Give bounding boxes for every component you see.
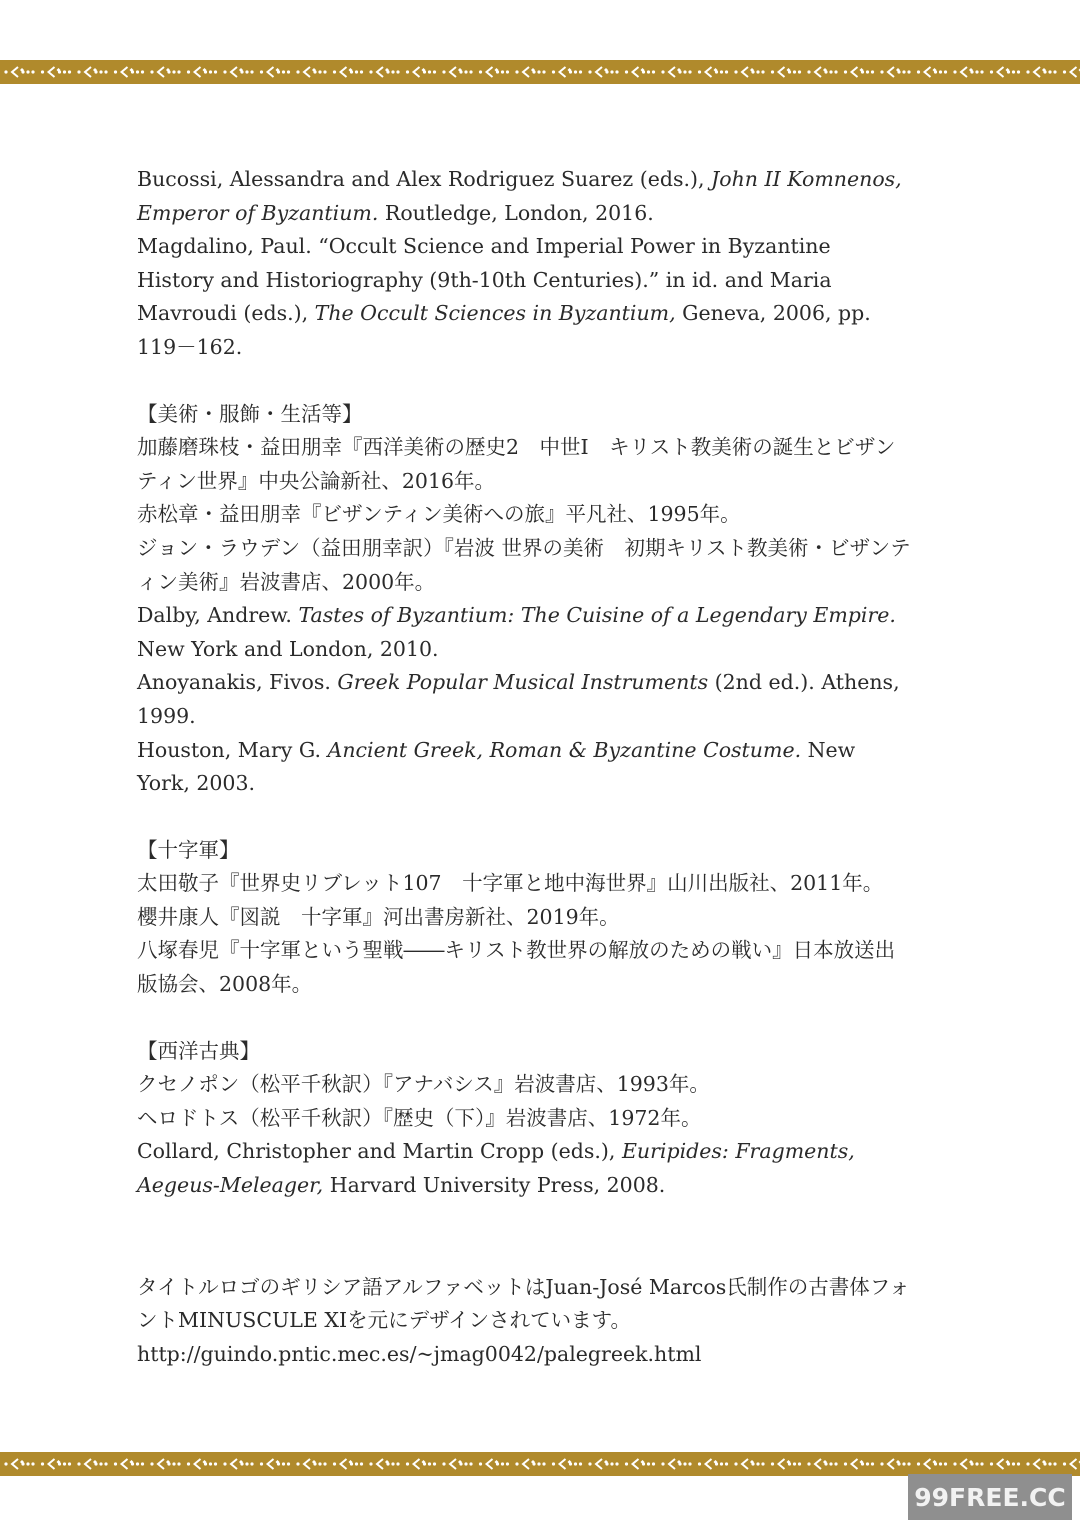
section-heading: 【美術・服飾・生活等】 bbox=[137, 401, 363, 426]
ornament-motif bbox=[734, 1459, 764, 1469]
reference-entry: Houston, Mary G. Ancient Greek, Roman & Byzantine Costume. New York, 2003. bbox=[137, 737, 856, 796]
ornament-motif bbox=[917, 67, 947, 77]
font-credit-text: タイトルロゴのギリシア語アルファベットはJuan-José Marcos氏制作の古書体フォントMINUSCULE XIを元にデザインされています。 bbox=[137, 1274, 910, 1333]
ornament-motif bbox=[150, 1459, 180, 1469]
ornament-motif bbox=[223, 1459, 253, 1469]
ornament-motif bbox=[661, 67, 691, 77]
ornament-motif bbox=[187, 67, 217, 77]
watermark: 99FREE.CC bbox=[908, 1474, 1072, 1520]
ornament-motif bbox=[260, 1459, 290, 1469]
ornament-motif bbox=[1063, 1459, 1080, 1469]
ornament-motif bbox=[187, 1459, 217, 1469]
ornament-motif bbox=[880, 1459, 910, 1469]
ornament-motif bbox=[296, 1459, 326, 1469]
western-references bbox=[137, 163, 912, 365]
ornament-motif bbox=[41, 1459, 71, 1469]
section-heading: 【西洋古典】 bbox=[137, 1038, 260, 1063]
ornament-motif bbox=[77, 67, 107, 77]
ornament-motif bbox=[990, 67, 1020, 77]
ornament-motif bbox=[990, 1459, 1020, 1469]
reference-entry: 太田敬子『世界史リブレット107 十字軍と地中海世界』山川出版社、2011年。 bbox=[137, 871, 884, 896]
ornament-motif bbox=[698, 67, 728, 77]
ornament-motif bbox=[1026, 1459, 1056, 1469]
ornament-motif bbox=[223, 67, 253, 77]
ornament-motif bbox=[807, 1459, 837, 1469]
ornament-motif bbox=[114, 67, 144, 77]
ornament-motif bbox=[625, 67, 655, 77]
ornament-motif bbox=[77, 1459, 107, 1469]
decorative-border-bottom bbox=[0, 1452, 1080, 1476]
section-art bbox=[137, 398, 912, 801]
ornament-motif bbox=[406, 67, 436, 77]
ornament-motif bbox=[734, 67, 764, 77]
reference-entry: ジョン・ラウデン（益田朋幸訳）『岩波 世界の美術 初期キリスト教美術・ビザンティン美術』岩波書店、2000年。 bbox=[137, 535, 911, 594]
ornament-motif bbox=[41, 67, 71, 77]
ornament-motif bbox=[588, 1459, 618, 1469]
ornament-motif bbox=[260, 67, 290, 77]
ornament-motif bbox=[369, 67, 399, 77]
ornament-motif bbox=[479, 67, 509, 77]
reference-entry: ヘロドトス（松平千秋訳）『歴史（下）』岩波書店、1972年。 bbox=[137, 1105, 702, 1130]
ornament-motif bbox=[442, 67, 472, 77]
ornament-pattern bbox=[0, 60, 1080, 84]
ornament-motif bbox=[588, 67, 618, 77]
ornament-motif bbox=[917, 1459, 947, 1469]
ornament-motif bbox=[4, 1459, 34, 1469]
ornament-motif bbox=[442, 1459, 472, 1469]
font-credit-url: http://guindo.pntic.mec.es/~jmag0042/palegreek.html bbox=[137, 1341, 702, 1366]
ornament-motif bbox=[114, 1459, 144, 1469]
ornament-motif bbox=[698, 1459, 728, 1469]
ornament-motif bbox=[296, 67, 326, 77]
reference-entry: 赤松章・益田朋幸『ビザンティン美術への旅』平凡社、1995年。 bbox=[137, 502, 741, 527]
section-crusade bbox=[137, 834, 912, 1002]
reference-entry: Bucossi, Alessandra and Alex Rodriguez Suarez (eds.), John II Komnenos, Emperor of Byzantium. Routledge, London, 2016. bbox=[137, 167, 902, 225]
reference-entry: 櫻井康人『図説 十字軍』河出書房新社、2019年。 bbox=[137, 904, 620, 929]
reference-entry: 八塚春児『十字軍という聖戦――キリスト教世界の解放のための戦い』日本放送出版協会、2008年。 bbox=[137, 938, 896, 997]
reference-entry: Magdalino, Paul. “Occult Science and Imperial Power in Byzantine History and Historiography (9th-10th Centuries).” in id. and Maria Mavroudi (eds.), The Occult Sciences in Byzantium, Geneva, 2006, pp. 119－162. bbox=[137, 234, 871, 359]
ornament-motif bbox=[4, 67, 34, 77]
ornament-motif bbox=[333, 1459, 363, 1469]
ornament-motif bbox=[880, 67, 910, 77]
decorative-border-top bbox=[0, 60, 1080, 84]
reference-entry: Collard, Christopher and Martin Cropp (eds.), Euripides: Fragments, Aegeus-Meleager, Harvard University Press, 2008. bbox=[137, 1139, 855, 1198]
ornament-motif bbox=[661, 1459, 691, 1469]
ornament-motif bbox=[625, 1459, 655, 1469]
ornament-motif bbox=[844, 1459, 874, 1469]
ornament-motif bbox=[807, 67, 837, 77]
ornament-motif bbox=[479, 1459, 509, 1469]
ornament-motif bbox=[771, 67, 801, 77]
section-heading: 【十字軍】 bbox=[137, 837, 240, 862]
ornament-motif bbox=[552, 67, 582, 77]
ornament-motif bbox=[1026, 67, 1056, 77]
ornament-motif bbox=[333, 67, 363, 77]
ornament-motif bbox=[844, 67, 874, 77]
reference-entry: Dalby, Andrew. Tastes of Byzantium: The Cuisine of a Legendary Empire. New York and London, 2010. bbox=[137, 603, 896, 661]
ornament-motif bbox=[552, 1459, 582, 1469]
ornament-motif bbox=[369, 1459, 399, 1469]
ornament-motif bbox=[771, 1459, 801, 1469]
ornament-motif bbox=[953, 1459, 983, 1469]
ornament-motif bbox=[953, 67, 983, 77]
reference-entry: Anoyanakis, Fivos. Greek Popular Musical Instruments (2nd ed.). Athens, 1999. bbox=[137, 670, 900, 728]
reference-entry: クセノポン（松平千秋訳）『アナバシス』岩波書店、1993年。 bbox=[137, 1072, 710, 1097]
reference-entry: 加藤磨珠枝・益田朋幸『西洋美術の歴史2 中世Ⅰ キリスト教美術の誕生とビザンティン世界』中央公論新社、2016年。 bbox=[137, 435, 896, 493]
ornament-motif bbox=[1063, 67, 1080, 77]
bibliography bbox=[137, 163, 912, 1371]
font-credit-note bbox=[137, 1271, 912, 1372]
ornament-pattern bbox=[0, 1452, 1080, 1476]
ornament-motif bbox=[406, 1459, 436, 1469]
ornament-motif bbox=[515, 67, 545, 77]
section-classics bbox=[137, 1035, 912, 1203]
ornament-motif bbox=[515, 1459, 545, 1469]
ornament-motif bbox=[150, 67, 180, 77]
